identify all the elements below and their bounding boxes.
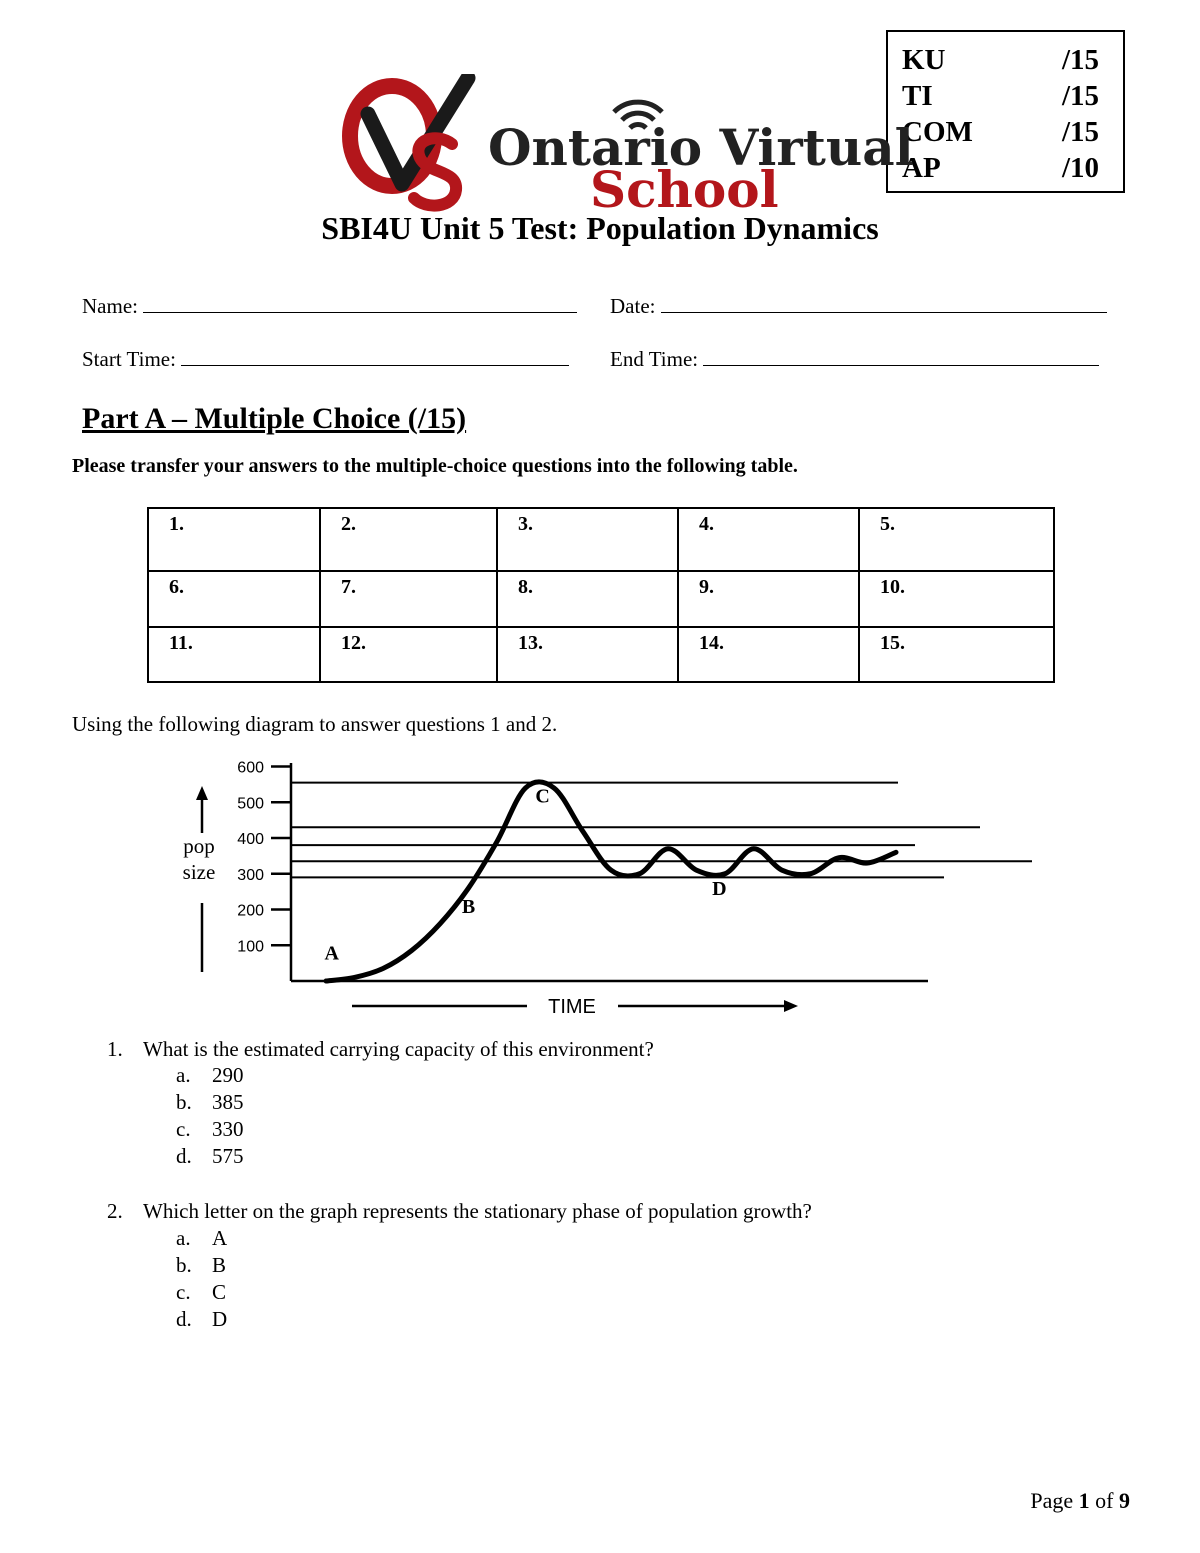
y-axis-label-line-1: pop bbox=[183, 834, 215, 858]
score-value: /15 bbox=[1061, 80, 1099, 112]
graph-label-b: B bbox=[461, 896, 476, 919]
y-tick-label: 500 bbox=[237, 795, 264, 813]
y-tick-label: 100 bbox=[237, 938, 264, 956]
end-time-label: End Time: bbox=[610, 347, 699, 371]
option-text: A bbox=[212, 1226, 228, 1250]
diagram-note: Using the following diagram to answer questions 1 and 2. bbox=[72, 712, 558, 736]
answer-cell-5[interactable]: 5. bbox=[859, 508, 1054, 571]
option-letter: b. bbox=[176, 1090, 192, 1114]
page-label: Page bbox=[1030, 1488, 1074, 1513]
total-pages: 9 bbox=[1119, 1488, 1130, 1513]
name-label: Name: bbox=[82, 294, 138, 318]
score-value: /10 bbox=[1061, 152, 1099, 184]
answer-cell-6[interactable]: 6. bbox=[148, 571, 320, 627]
question-2 bbox=[107, 1199, 812, 1224]
logo-text-ontario-virtual: Ontario Virtual bbox=[488, 118, 914, 177]
option-1b[interactable] bbox=[176, 1089, 244, 1116]
page-number bbox=[1030, 1488, 1130, 1514]
graph-label-c: C bbox=[535, 785, 550, 808]
y-tick-label: 600 bbox=[237, 759, 264, 777]
population-curve bbox=[326, 782, 896, 981]
question-1-options bbox=[176, 1062, 244, 1170]
score-label: TI bbox=[902, 80, 933, 112]
answer-cell-11[interactable]: 11. bbox=[148, 627, 320, 682]
score-value: /15 bbox=[1061, 44, 1099, 76]
option-letter: c. bbox=[176, 1280, 191, 1304]
answer-cell-1[interactable]: 1. bbox=[148, 508, 320, 571]
option-2c[interactable] bbox=[176, 1279, 227, 1306]
option-text: 290 bbox=[212, 1063, 244, 1087]
y-tick-label: 400 bbox=[237, 831, 264, 848]
question-2-options bbox=[176, 1225, 227, 1333]
question-text: What is the estimated carrying capacity of this environment? bbox=[143, 1037, 654, 1061]
option-1d[interactable] bbox=[176, 1143, 244, 1170]
part-a-instruction: Please transfer your answers to the multiple-choice questions into the following table. bbox=[72, 455, 798, 477]
option-letter: b. bbox=[176, 1253, 192, 1277]
graph-label-a: A bbox=[324, 942, 339, 965]
option-text: 330 bbox=[212, 1117, 244, 1141]
score-label: KU bbox=[902, 44, 946, 76]
option-text: 575 bbox=[212, 1144, 244, 1168]
question-number: 1. bbox=[107, 1037, 123, 1061]
answer-cell-4[interactable]: 4. bbox=[678, 508, 859, 571]
question-number: 2. bbox=[107, 1199, 123, 1223]
option-1c[interactable] bbox=[176, 1116, 244, 1143]
option-2d[interactable] bbox=[176, 1306, 227, 1333]
option-text: D bbox=[212, 1307, 228, 1331]
y-tick-label: 200 bbox=[237, 902, 264, 920]
answer-cell-9[interactable]: 9. bbox=[678, 571, 859, 627]
answer-cell-10[interactable]: 10. bbox=[859, 571, 1054, 627]
answer-cell-3[interactable]: 3. bbox=[497, 508, 678, 571]
x-axis-label: TIME bbox=[548, 996, 596, 1018]
score-label: AP bbox=[902, 152, 941, 184]
option-text: B bbox=[212, 1253, 227, 1277]
option-letter: a. bbox=[176, 1063, 191, 1087]
date-label: Date: bbox=[610, 294, 656, 318]
score-value: /15 bbox=[1061, 116, 1099, 148]
part-a-heading: Part A – Multiple Choice (/15) bbox=[82, 402, 467, 435]
option-letter: d. bbox=[176, 1144, 192, 1168]
option-text: C bbox=[212, 1280, 227, 1304]
right-arrow-icon bbox=[784, 1000, 798, 1012]
option-1a[interactable] bbox=[176, 1062, 244, 1089]
option-2a[interactable] bbox=[176, 1225, 227, 1252]
answer-cell-8[interactable]: 8. bbox=[497, 571, 678, 627]
answer-cell-14[interactable]: 14. bbox=[678, 627, 859, 682]
option-letter: a. bbox=[176, 1226, 191, 1250]
page-title: SBI4U Unit 5 Test: Population Dynamics bbox=[321, 210, 879, 246]
graph-label-d: D bbox=[712, 878, 727, 901]
of-label: of bbox=[1095, 1488, 1114, 1513]
option-2b[interactable] bbox=[176, 1252, 227, 1279]
answer-cell-13[interactable]: 13. bbox=[497, 627, 678, 682]
start-time-label: Start Time: bbox=[82, 347, 176, 371]
current-page: 1 bbox=[1078, 1488, 1090, 1513]
up-arrow-icon bbox=[196, 786, 208, 800]
question-1 bbox=[107, 1037, 654, 1062]
answer-cell-12[interactable]: 12. bbox=[320, 627, 497, 682]
option-text: 385 bbox=[212, 1090, 244, 1114]
score-label: COM bbox=[902, 116, 973, 148]
y-axis-label-line-2: size bbox=[182, 860, 216, 884]
answer-cell-2[interactable]: 2. bbox=[320, 508, 497, 571]
answer-cell-15[interactable]: 15. bbox=[859, 627, 1054, 682]
y-tick-label: 300 bbox=[237, 866, 264, 884]
question-text: Which letter on the graph represents the stationary phase of population growth? bbox=[143, 1199, 812, 1223]
option-letter: c. bbox=[176, 1117, 191, 1141]
option-letter: d. bbox=[176, 1307, 192, 1331]
answer-cell-7[interactable]: 7. bbox=[320, 571, 497, 627]
logo-text-school: School bbox=[590, 160, 779, 219]
